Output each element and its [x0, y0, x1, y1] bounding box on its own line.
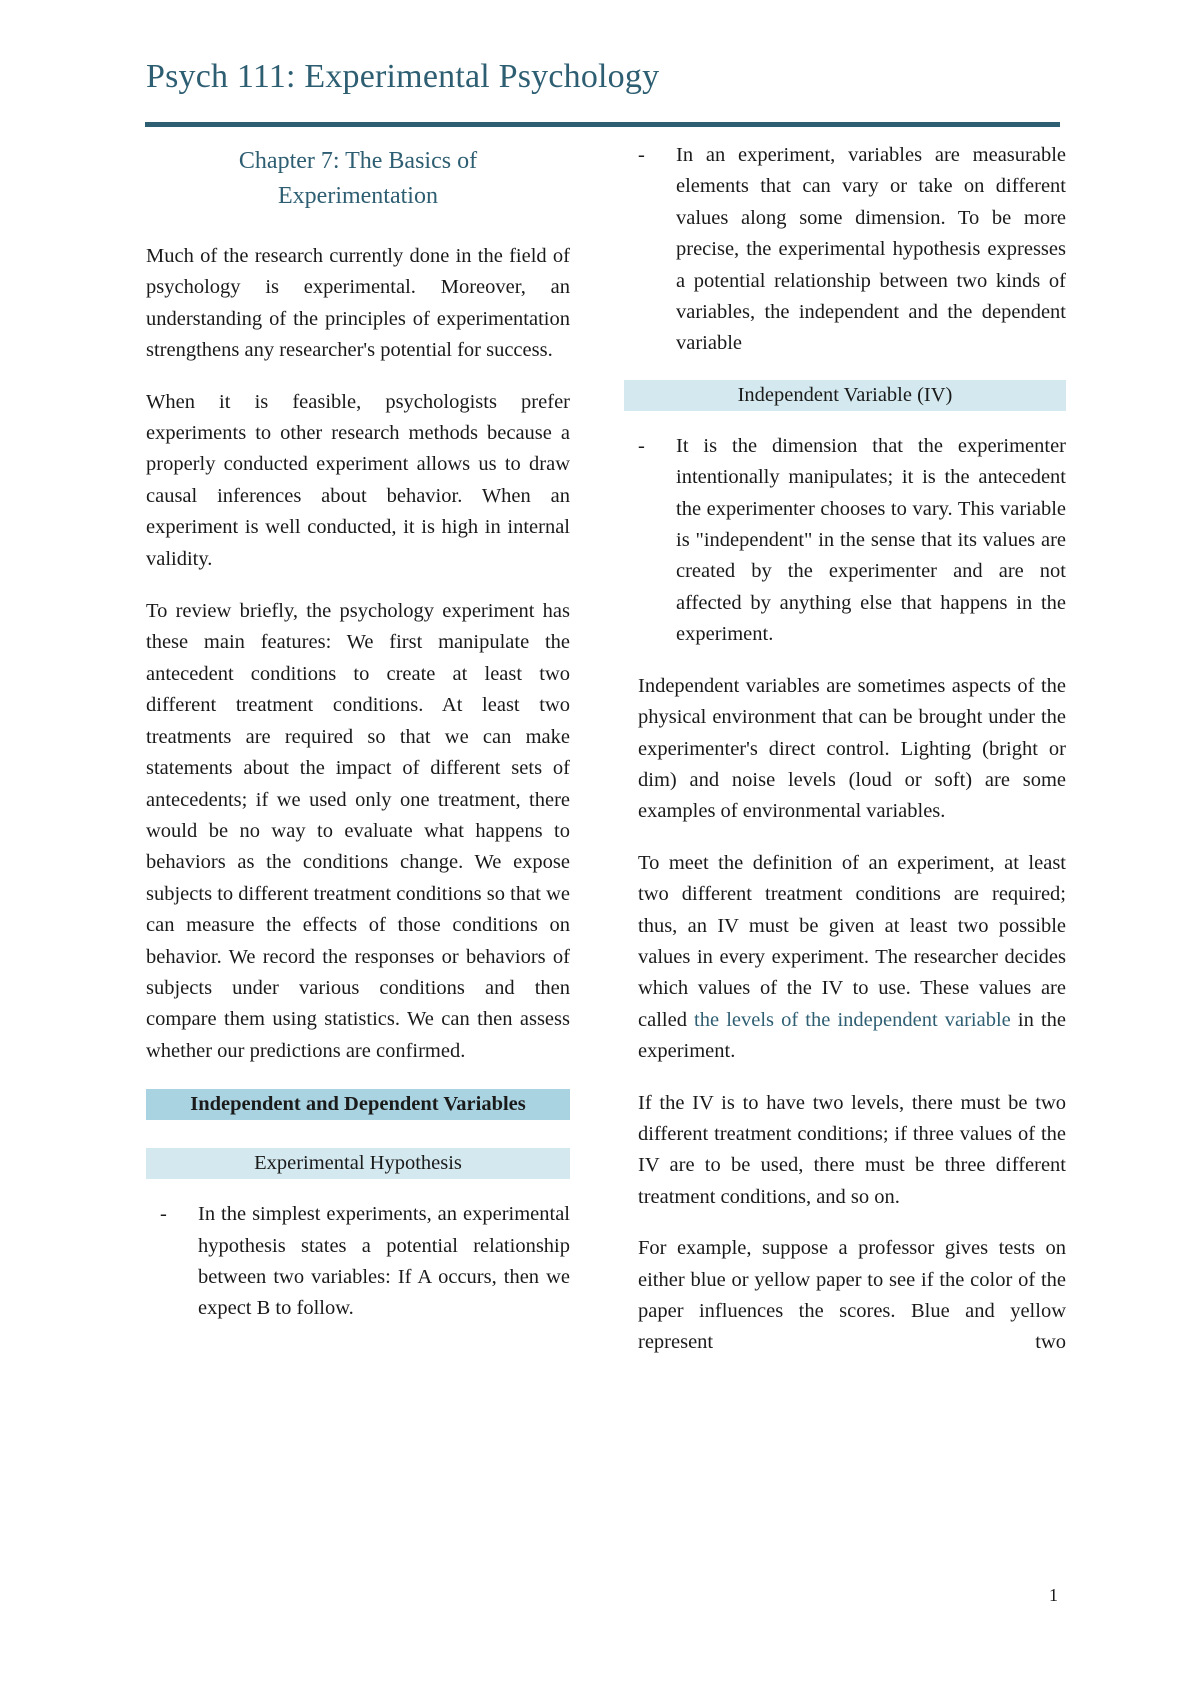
- variables-bullet-text: In an experiment, variables are measurable elements that can vary or take on different values along some dimension. To be more precise, the experimental hypothesis expresses a potential relationship between two kinds of variables, the independent and the dependent variable: [676, 144, 1066, 355]
- bullet-marker: -: [638, 144, 645, 166]
- levels-paragraph: [638, 848, 1066, 1068]
- chapter-heading-line2: Experimentation: [278, 183, 438, 209]
- levels-text-b: in the experiment.: [638, 1008, 1066, 1063]
- section-heading-hypothesis: Experimental Hypothesis: [146, 1148, 570, 1179]
- example-paragraph: For example, suppose a professor gives tests on either blue or yellow paper to see if the color of the paper influences the scores. Blue and yellow represent two: [638, 1237, 1066, 1354]
- section-heading-variables: Independent and Dependent Variables: [146, 1089, 570, 1120]
- iv-bullet-text: It is the dimension that the experimenter intentionally manipulates; it is the antecedent the experimenter chooses to vary. This variable is "independent" in the sense that its values are created by the experimenter and are not affected by anything else that happens in the experiment.: [676, 434, 1066, 646]
- right-column: [638, 140, 1066, 1379]
- list-item: [624, 431, 1066, 651]
- levels-highlight: the levels of the independent variable: [694, 1008, 1011, 1031]
- bullet-marker: -: [160, 1203, 167, 1226]
- feasibility-paragraph: When it is feasible, psychologists prefer experiments to other research methods because a properly conducted experiment allows us to draw causal inferences about behavior. When an experiment is well conducted, it is high in internal validity.: [146, 390, 570, 570]
- bullet-marker: -: [638, 434, 645, 457]
- section-heading-iv: Independent Variable (IV): [624, 380, 1066, 411]
- left-column: [146, 140, 570, 1345]
- intro-paragraph: Much of the research currently done in the field of psychology is experimental. Moreover, an understanding of the principles of experimentation strengthens any researcher's potential for success.: [146, 245, 570, 362]
- levels-text-a: To meet the definition of an experiment, at least two different treatment conditions are required; thus, an IV must be given at least two possible values in every experiment. The researcher decides which values of the IV to use. These values are called: [638, 851, 1066, 1031]
- list-item: [624, 140, 1066, 360]
- list-item: [146, 1199, 570, 1325]
- page-number: 1: [1049, 1585, 1058, 1605]
- header-rule: [145, 122, 1060, 127]
- two-levels-paragraph: If the IV is to have two levels, there must be two different treatment conditions; if three values of the IV are to be used, there must be three different treatment conditions, and so on.: [638, 1091, 1066, 1208]
- chapter-heading-line1: Chapter 7: The Basics of: [238, 148, 478, 174]
- chapter-heading: [146, 144, 570, 214]
- page-title: Psych 111: Experimental Psychology: [146, 58, 660, 95]
- hypothesis-bullet-text: In the simplest experiments, an experimental hypothesis states a potential relationship between two variables: If A occurs, then we expect B to follow.: [198, 1203, 570, 1320]
- environment-paragraph: Independent variables are sometimes aspects of the physical environment that can be brought under the experimenter's direct control. Lighting (bright or dim) and noise levels (loud or soft) are some examples of environmental variables.: [638, 674, 1066, 823]
- review-paragraph: To review briefly, the psychology experiment has these main features: We first manipulate the antecedent conditions to create at least two different treatment conditions. At least two treatments are required so that we can make statements about the impact of different sets of antecedents; if we used only one treatment, there would be no way to evaluate what happens to behaviors as the conditions change. We expose subjects to different treatment conditions so that we can measure the effects of those conditions on behavior. We record the responses or behaviors of subjects under various conditions and then compare them using statistics. We can then assess whether our predictions are confirmed.: [146, 600, 570, 1062]
